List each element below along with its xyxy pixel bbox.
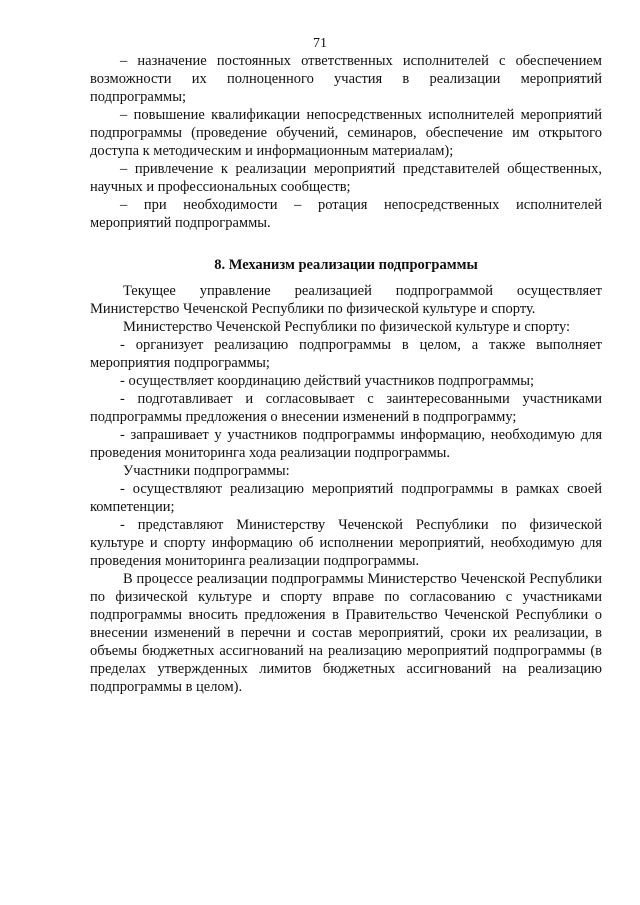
intro-item-3: – привлечение к реализации мероприятий представителей общественных, научных и профессиональных сообществ; (90, 161, 602, 195)
ministry-intro: Министерство Чеченской Республики по физической культуре и спорту: (123, 319, 571, 335)
document-body (90, 52, 602, 696)
ministry-item-2: - осуществляет координацию действий участников подпрограммы; (120, 373, 535, 389)
ministry-item-4: - запрашивает у участников подпрограммы информацию, необходимую для проведения мониторинга хода реализации подпрограммы. (90, 427, 602, 461)
intro-item-1: – назначение постоянных ответственных исполнителей с обеспечением возможности их полноценного участия в реализации мероприятий подпрограммы; (90, 53, 602, 105)
paragraph-management: Текущее управление реализацией подпрограммой осуществляет Министерство Чеченской Республики по физической культуре и спорту. (90, 283, 602, 317)
participants-intro: Участники подпрограммы: (123, 463, 290, 479)
paragraph-final: В процессе реализации подпрограммы Министерство Чеченской Республики по физической культуре и спорту вправе по согласованию с участниками подпрограммы вносить предложения в Правительство Чеченской Республики о внесении изменений в перечни и состав мероприятий, сроки их реализации, в объемы бюджетных ассигнований на реализацию мероприятий подпрограммы (в пределах утвержденных лимитов бюджетных ассигнований на реализацию подпрограммы в целом). (90, 571, 602, 695)
ministry-item-3: - подготавливает и согласовывает с заинтересованными участниками подпрограммы предложения о внесении изменений в подпрограмму; (90, 391, 602, 425)
ministry-item-1: - организует реализацию подпрограммы в целом, а также выполняет мероприятия подпрограммы; (90, 337, 602, 371)
participants-item-2: - представляют Министерству Чеченской Республики по физической культуре и спорту информацию об исполнении мероприятий, необходимую для проведения мониторинга реализации подпрограммы. (90, 517, 602, 569)
page-number: 71 (313, 36, 327, 51)
participants-item-1: - осуществляют реализацию мероприятий подпрограммы в рамках своей компетенции; (90, 481, 602, 515)
intro-item-2: – повышение квалификации непосредственных исполнителей мероприятий подпрограммы (проведение обучений, семинаров, обеспечение им открытого доступа к методическим и информационным материалам); (90, 107, 602, 159)
section-heading: 8. Механизм реализации подпрограммы (214, 257, 478, 273)
intro-item-4: – при необходимости – ротация непосредственных исполнителей мероприятий подпрограммы. (90, 197, 602, 231)
